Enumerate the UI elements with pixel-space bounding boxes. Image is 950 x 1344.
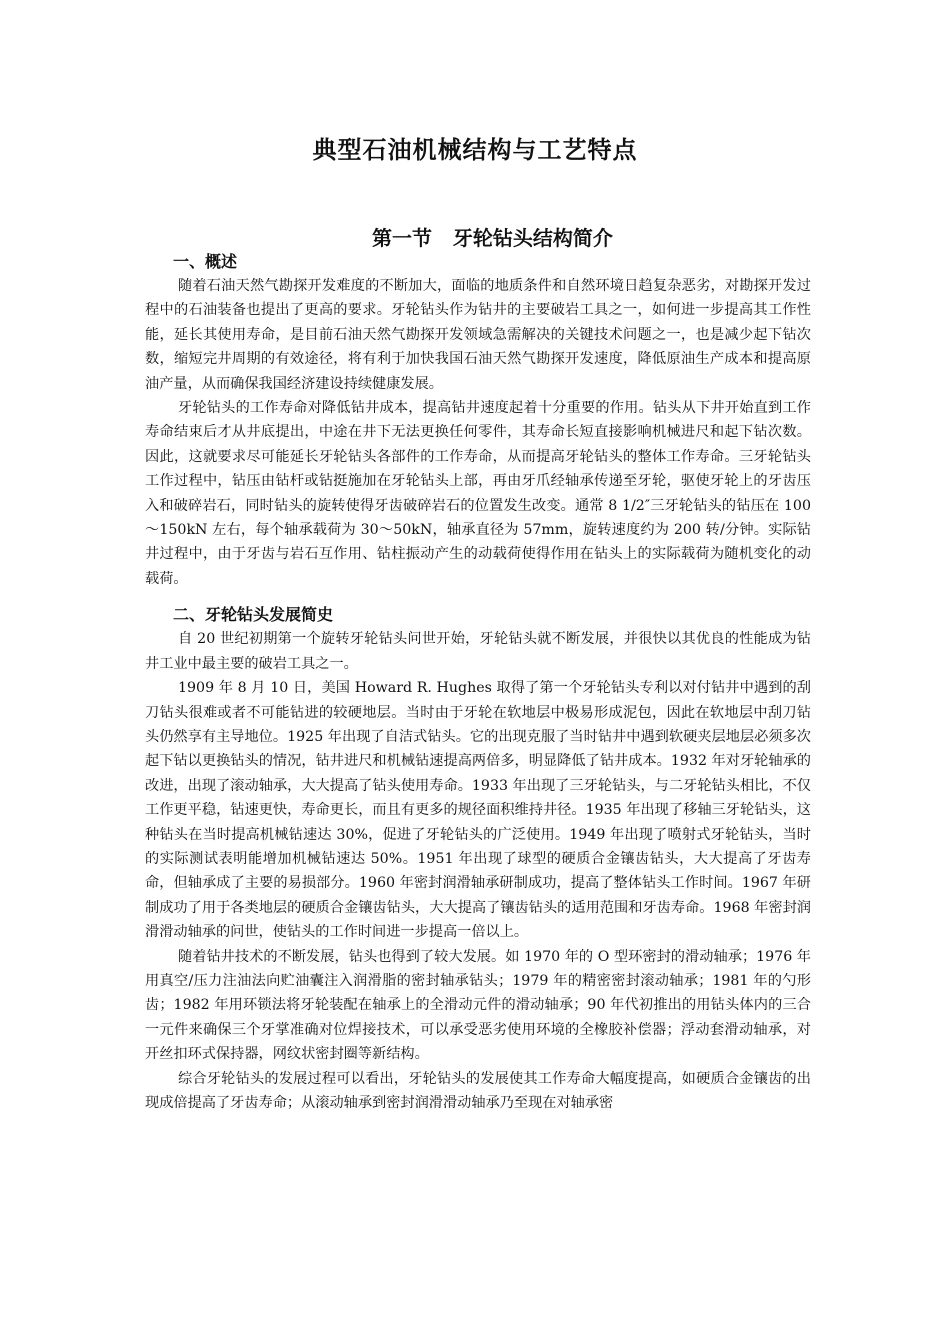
paragraph: 随着钻井技术的不断发展，钻头也得到了较大发展。如 1970 年的 O 型环密封的滑动轴承；1976 年用真空/压力注油法向贮油囊注入润滑脂的密封轴承钻头；1979 年的精密密封滚动轴承；1981 年的勺形齿；1982 年用环锁法将牙轮装配在轴承上的全滑动元件的滑动轴承；90 年代初推出的用钻头体内的三合一元件来确保三个牙掌准确对位焊接技术，可以承受恶劣使用环境的全橡胶补偿器；浮动套滑动轴承，对开丝扣环式保持器，网纹状密封圈等新结构。 — [145, 948, 811, 1063]
document-title: 典型石油机械结构与工艺特点 — [312, 136, 638, 164]
section-history — [145, 603, 811, 1115]
section-title: 第一节 牙轮钻头结构简介 — [372, 226, 613, 250]
paragraph: 牙轮钻头的工作寿命对降低钻井成本，提高钻井速度起着十分重要的作用。钻头从下井开始直到工作寿命结束后才从井底提出，中途在井下无法更换任何零件，其寿命长短直接影响机械进尺和起下钻次数。因此，这就要求尽可能延长牙轮钻头各部件的工作寿命，从而提高牙轮钻头的整体工作寿命。三牙轮钻头工作过程中，钻压由钻杆或钻挺施加在牙轮钻头上部，再由牙爪经轴承传递至牙轮，驱使牙轮上的牙齿压入和破碎岩石，同时钻头的旋转使得牙齿破碎岩石的位置发生改变。通常 8 1/2″三牙轮钻头的钻压在 100～150kN 左右，每个轴承载荷为 30～50kN，轴承直径为 57mm，旋转速度约为 200 转/分钟。实际钻井过程中，由于牙齿与岩石互作用、钻柱振动产生的动载荷使得作用在钻头上的实际载荷为随机变化的动载荷。 — [145, 400, 811, 587]
section-overview — [145, 250, 811, 591]
paragraph: 随着石油天然气勘探开发难度的不断加大，面临的地质条件和自然环境日趋复杂恶劣，对勘探开发过程中的石油装备也提出了更高的要求。牙轮钻头作为钻井的主要破岩工具之一，如何进一步提高其工作性能，延长其使用寿命，是目前石油天然气勘探开发领域急需解决的关键技术问题之一，也是减少起下钻次数，缩短完井周期的有效途径，将有利于加快我国石油天然气勘探开发速度，降低原油生产成本和提高原油产量，从而确保我国经济建设持续健康发展。 — [145, 278, 811, 392]
sub-heading-overview: 一、概述 — [173, 252, 238, 271]
document-body — [145, 250, 811, 1115]
sub-heading-history: 二、牙轮钻头发展简史 — [173, 605, 334, 625]
paragraph: 1909 年 8 月 10 日，美国 Howard R. Hughes 取得了第一个牙轮钻头专利以对付钻井中遇到的刮刀钻头很难或者不可能钻进的较硬地层。当时由于牙轮在软地层中极易形成泥包，因此在软地层中刮刀钻头仍然享有主导地位。1925 年出现了自洁式钻头。它的出现克服了当时钻井中遇到软硬夹层地层必须多次起下钻以更换钻头的情况，钻井进尺和机械钻速提高两倍多，明显降低了钻井成本。1932 年对牙轮轴承的改进，出现了滚动轴承，大大提高了钻头使用寿命。1933 年出现了三牙轮钻头，与二牙轮钻头相比，不仅工作更平稳，钻速更快，寿命更长，而且有更多的规径面积维持井径。1935 年出现了移轴三牙轮钻头，这种钻头在当时提高机械钻速达 30%，促进了牙轮钻头的广泛使用。1949 年出现了喷射式牙轮钻头，当时的实际测试表明能增加机械钻速达 50%。1951 年出现了球型的硬质合金镶齿钻头，大大提高了牙齿寿命，但轴承成了主要的易损部分。1960 年密封润滑轴承研制成功，提高了整体钻头工作时间。1967 年研制成功了用于各类地层的硬质合金镶齿钻头，大大提高了镶齿钻头的适用范围和牙齿寿命。1968 年密封润滑滑动轴承的问世，使钻头的工作时间进一步提高一倍以上。 — [145, 680, 811, 941]
paragraph: 自 20 世纪初期第一个旋转牙轮钻头问世开始，牙轮钻头就不断发展，并很快以其优良的性能成为钻井工业中最主要的破岩工具之一。 — [145, 631, 811, 672]
paragraph: 综合牙轮钻头的发展过程可以看出，牙轮钻头的发展使其工作寿命大幅度提高，如硬质合金镶齿的出现成倍提高了牙齿寿命；从滚动轴承到密封润滑滑动轴承乃至现在对轴承密 — [145, 1070, 811, 1111]
